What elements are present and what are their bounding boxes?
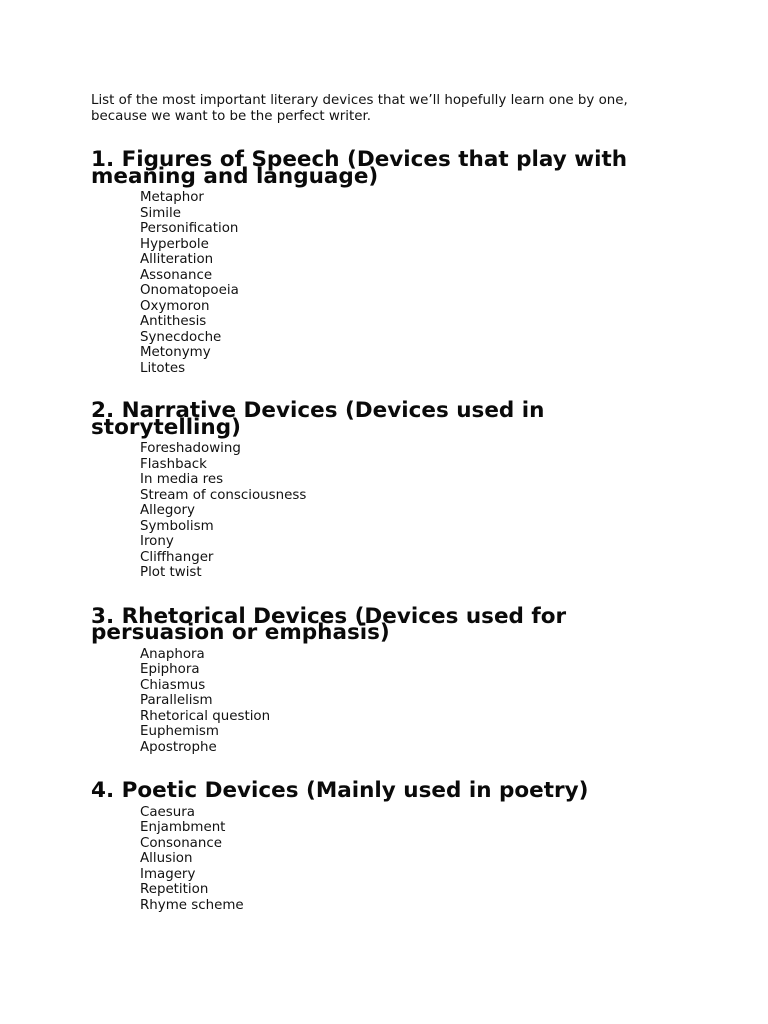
device-item: Caesura bbox=[140, 804, 195, 820]
device-item: Metaphor bbox=[140, 190, 204, 205]
device-item: Metonymy bbox=[140, 345, 211, 360]
device-item: Chiasmus bbox=[140, 677, 206, 693]
device-item: Alliteration bbox=[140, 252, 214, 267]
device-list bbox=[91, 190, 691, 376]
device-item: Litotes bbox=[140, 360, 186, 376]
section-narrative-devices bbox=[91, 399, 691, 581]
device-list bbox=[91, 441, 691, 581]
device-item: Rhyme scheme bbox=[140, 897, 244, 913]
section-heading: 1. Figures of Speech (Devices that play with meaning and language) bbox=[91, 147, 628, 189]
device-item: Epiphora bbox=[140, 662, 200, 677]
section-figures-of-speech bbox=[91, 148, 691, 376]
device-item: Synecdoche bbox=[140, 329, 222, 345]
device-item: Stream of consciousness bbox=[140, 487, 307, 503]
device-item: Euphemism bbox=[140, 724, 219, 739]
device-item: Apostrophe bbox=[140, 739, 217, 755]
device-item: Allegory bbox=[140, 503, 195, 518]
section-poetic-devices bbox=[91, 779, 691, 913]
device-item: Simile bbox=[140, 205, 181, 221]
device-item: Repetition bbox=[140, 882, 209, 897]
device-item: Flashback bbox=[140, 456, 207, 472]
device-item: Symbolism bbox=[140, 518, 214, 534]
device-item: Anaphora bbox=[140, 646, 205, 662]
section-heading: 4. Poetic Devices (Mainly used in poetry) bbox=[91, 778, 589, 803]
device-list bbox=[91, 805, 691, 914]
intro-line-2: because we want to be the perfect writer. bbox=[91, 108, 372, 124]
device-item: Assonance bbox=[140, 267, 213, 283]
section-rhetorical-devices bbox=[91, 605, 691, 756]
device-item: Imagery bbox=[140, 866, 196, 882]
device-item: Onomatopoeia bbox=[140, 283, 239, 298]
device-item: In media res bbox=[140, 472, 224, 487]
device-item: Enjambment bbox=[140, 820, 226, 835]
document-page bbox=[91, 93, 691, 913]
device-item: Foreshadowing bbox=[140, 441, 241, 456]
device-item: Oxymoron bbox=[140, 298, 210, 314]
intro-line-1: List of the most important literary devices that we’ll hopefully learn one by one, bbox=[91, 93, 628, 108]
device-item: Rhetorical question bbox=[140, 708, 271, 724]
section-heading: 2. Narrative Devices (Devices used in storytelling) bbox=[91, 398, 545, 440]
section-heading: 3. Rhetorical Devices (Devices used for persuasion or emphasis) bbox=[91, 603, 567, 645]
device-item: Irony bbox=[140, 534, 174, 549]
device-item: Hyperbole bbox=[140, 236, 209, 252]
device-list bbox=[91, 647, 691, 756]
device-item: Consonance bbox=[140, 835, 222, 851]
device-item: Parallelism bbox=[140, 693, 213, 708]
device-item: Allusion bbox=[140, 851, 193, 866]
device-item: Cliffhanger bbox=[140, 549, 214, 565]
device-item: Personification bbox=[140, 221, 239, 236]
intro-paragraph bbox=[91, 93, 691, 124]
device-item: Plot twist bbox=[140, 565, 202, 580]
device-item: Antithesis bbox=[140, 314, 207, 329]
